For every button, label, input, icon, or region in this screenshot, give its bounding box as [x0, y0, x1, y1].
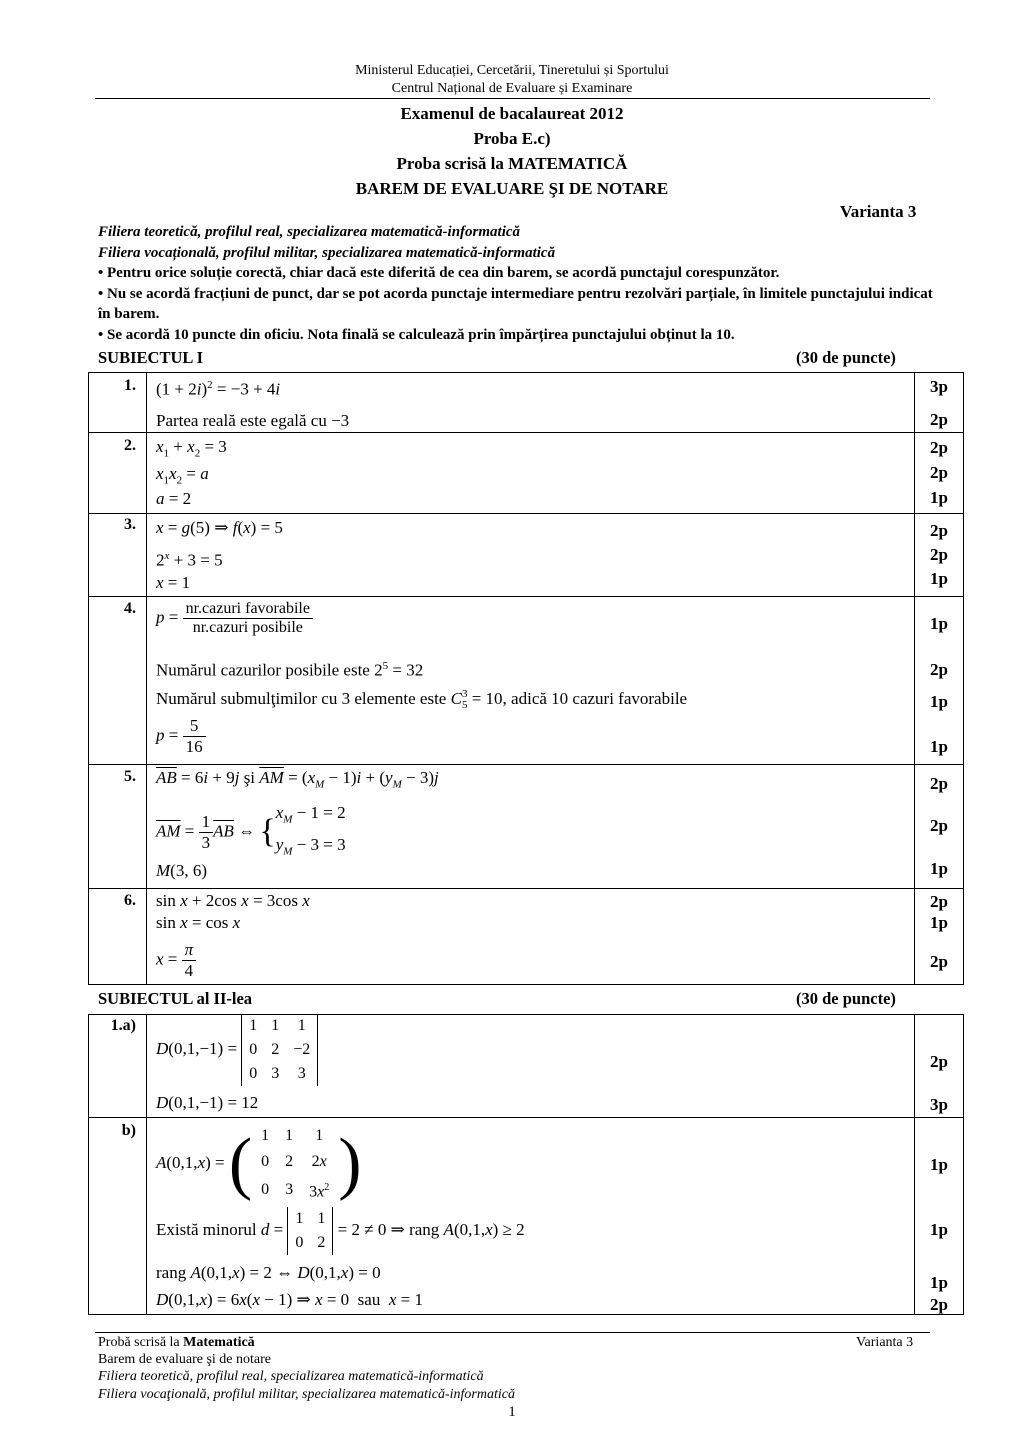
points: 2p: [930, 410, 948, 429]
item-text-part: Numărul submulţimilor cu 3 elemente este: [156, 689, 447, 708]
fraction-denominator: nr.cazuri posibile: [192, 619, 303, 636]
determinant: D(0,1,−1) = 1 1 1 0 2 −2 0 3 3: [156, 1014, 318, 1086]
item-text-part: sau: [357, 1290, 381, 1309]
formula: p = $\frac{5}{16}$: [156, 716, 206, 757]
col-sep-left: [146, 1015, 147, 1314]
formula: $(1 + 2i)^2 = -3 + 4i$: [156, 379, 281, 399]
item-text-part: rang: [156, 1263, 187, 1282]
item-number: 5.: [124, 768, 136, 785]
rule-2: • Nu se acordă fracțiuni de punct, dar se pot acorda punctaje intermediare pentru rezolvări parțiale, în limitele punctajului indicat în barem.: [98, 286, 933, 322]
footer-text: Probă scrisă la: [98, 1335, 180, 1350]
variant-label: Varianta 3: [840, 202, 917, 221]
points: 1p: [930, 1220, 948, 1239]
formula: D(0,1,x) = 6x(x − 1) ⇒ x = 0 sau x = 1: [156, 1290, 423, 1309]
conjunction: şi: [243, 768, 256, 787]
points: 2p: [930, 1295, 948, 1314]
points: 2p: [930, 816, 948, 835]
subiect2-points: (30 de puncte): [796, 989, 896, 1008]
formula: $2^x + 3 = 5$: [156, 550, 223, 570]
item-number: 1.: [124, 377, 136, 394]
formula: $x_1x_2 = a$: [156, 464, 209, 487]
col-sep-right: [914, 1015, 915, 1314]
row-sep: [88, 1117, 964, 1118]
formula: x = 1: [156, 573, 191, 592]
formula: p = $\frac{\text{nr.cazuri favorabile}}{\text{nr.cazuri posibile}}$: [156, 600, 313, 637]
formula: $\overline{AM}$ = $\frac{1}{3}$ $\overline{AB}$ ⇔ { $x_M - 1 = 2$ $y_M - 3 = 3$: [156, 803, 346, 858]
footer-variant: Varianta 3: [856, 1335, 914, 1350]
points: 2p: [930, 660, 948, 679]
item-text: Partea reală este egală cu −3: [156, 411, 350, 430]
points: 1p: [930, 859, 948, 878]
item-number: 4.: [124, 600, 136, 617]
points: 3p: [930, 1095, 948, 1114]
formula: D(0,1,−1) = 12: [156, 1093, 259, 1112]
points: 1p: [930, 737, 948, 756]
formula: x = $\frac{\pi}{4}$: [156, 940, 196, 981]
item-number: 1.a): [110, 1017, 136, 1034]
formula: $\overline{AB} = 6i + 9j$ şi $\overline{AM} = (x_M - 1)i + (y_M - 3)j$: [156, 768, 439, 791]
points: 2p: [930, 774, 948, 793]
formula: a = 2: [156, 489, 192, 508]
subiect1-label: SUBIECTUL I: [98, 348, 204, 367]
formula: rang A(0,1,x) = 2 ⇔ D(0,1,x) = 0: [156, 1263, 381, 1282]
points: 2p: [930, 1052, 948, 1071]
rule-1: • Pentru orice soluție corectă, chiar dacă este diferită de cea din barem, se acordă punctajul corespunzător.: [98, 265, 780, 281]
item-text: Numărul cazurilor posibile este $2^5 = 32$: [156, 660, 424, 680]
points: 2p: [930, 952, 948, 971]
ministry-name: Ministerul Educației, Cercetării, Tineretului și Sportului: [355, 63, 669, 78]
col-sep-left: [146, 373, 147, 984]
points: 2p: [930, 892, 948, 911]
footer-subject: Matematică: [183, 1335, 255, 1350]
points: 2p: [930, 438, 948, 457]
subiect1-points: (30 de puncte): [796, 348, 896, 367]
footer-line-4: Filiera vocaţională, profilul militar, specializarea matematică-informatică: [98, 1387, 515, 1402]
col-sep-right: [914, 373, 915, 984]
footer-rule: [95, 1332, 930, 1333]
points: 2p: [930, 521, 948, 540]
row-sep: [88, 432, 964, 433]
formula: sin x = cos x: [156, 913, 241, 932]
points: 1p: [930, 488, 948, 507]
barem-title: BAREM DE EVALUARE ŞI DE NOTARE: [355, 179, 669, 198]
row-sep: [88, 888, 964, 889]
item-number: 2.: [124, 437, 136, 454]
subject-title: Proba scrisă la MATEMATICĂ: [396, 154, 628, 173]
item-text-part: , adică 10 cazuri favorabile: [502, 689, 688, 708]
item-text-part: Numărul cazurilor posibile este: [156, 660, 370, 680]
row-sep: [88, 596, 964, 597]
footer-line-2: Barem de evaluare şi de notare: [98, 1352, 271, 1367]
points: 2p: [930, 545, 948, 564]
item-text: Numărul submulţimilor cu 3 elemente este C 3 5 = 10, adică 10 cazuri favorabile: [156, 688, 688, 712]
points: 1p: [930, 692, 948, 711]
matrix: A(0,1,x) = ( 1 1 1 0 2 2x 0 3 $3x^2$ ): [156, 1125, 362, 1203]
subiect2-label: SUBIECTUL al II-lea: [98, 989, 253, 1008]
points: 1p: [930, 614, 948, 633]
formula: M(3, 6): [156, 861, 207, 880]
center-name: Centrul Național de Evaluare și Examinare: [391, 81, 633, 96]
points: 1p: [930, 1155, 948, 1174]
points: 3p: [930, 377, 948, 396]
profile-line-1: Filiera teoretică, profilul real, specializarea matematică-informatică: [98, 224, 521, 240]
formula: x = g(5) ⇒ f(x) = 5: [156, 518, 283, 537]
header-rule: [95, 98, 930, 99]
fraction-numerator: nr.cazuri favorabile: [183, 600, 313, 619]
points: 2p: [930, 463, 948, 482]
points: 1p: [930, 569, 948, 588]
footer-line-3: Filiera teoretică, profilul real, specializarea matematică-informatică: [98, 1369, 484, 1384]
item-number: b): [121, 1122, 136, 1139]
row-sep: [88, 513, 964, 514]
profile-line-2: Filiera vocațională, profilul militar, specializarea matematică-informatică: [98, 245, 556, 261]
formula: sin x + 2cos x = 3cos x: [156, 891, 310, 910]
formula: $x_1 + x_2 = 3$: [156, 437, 227, 460]
footer-line-1: [98, 1334, 255, 1352]
exam-title: Examenul de bacalaureat 2012: [400, 104, 624, 123]
points: 1p: [930, 1273, 948, 1292]
item-number: 3.: [124, 516, 136, 533]
item-number: 6.: [124, 892, 136, 909]
rule-3: • Se acordă 10 puncte din oficiu. Nota finală se calculează prin împărțirea punctajului obținut la 10.: [98, 327, 735, 343]
item-text-part: Există minorul: [156, 1219, 257, 1239]
points: 1p: [930, 913, 948, 932]
row-sep: [88, 764, 964, 765]
page-number: 1: [508, 1404, 516, 1420]
proba-title: Proba E.c): [473, 129, 551, 148]
item-text: Există minorul d = 1 1 0 2 = 2 ≠ 0 ⇒ rang A(0,1,x) ≥ 2: [156, 1207, 525, 1255]
